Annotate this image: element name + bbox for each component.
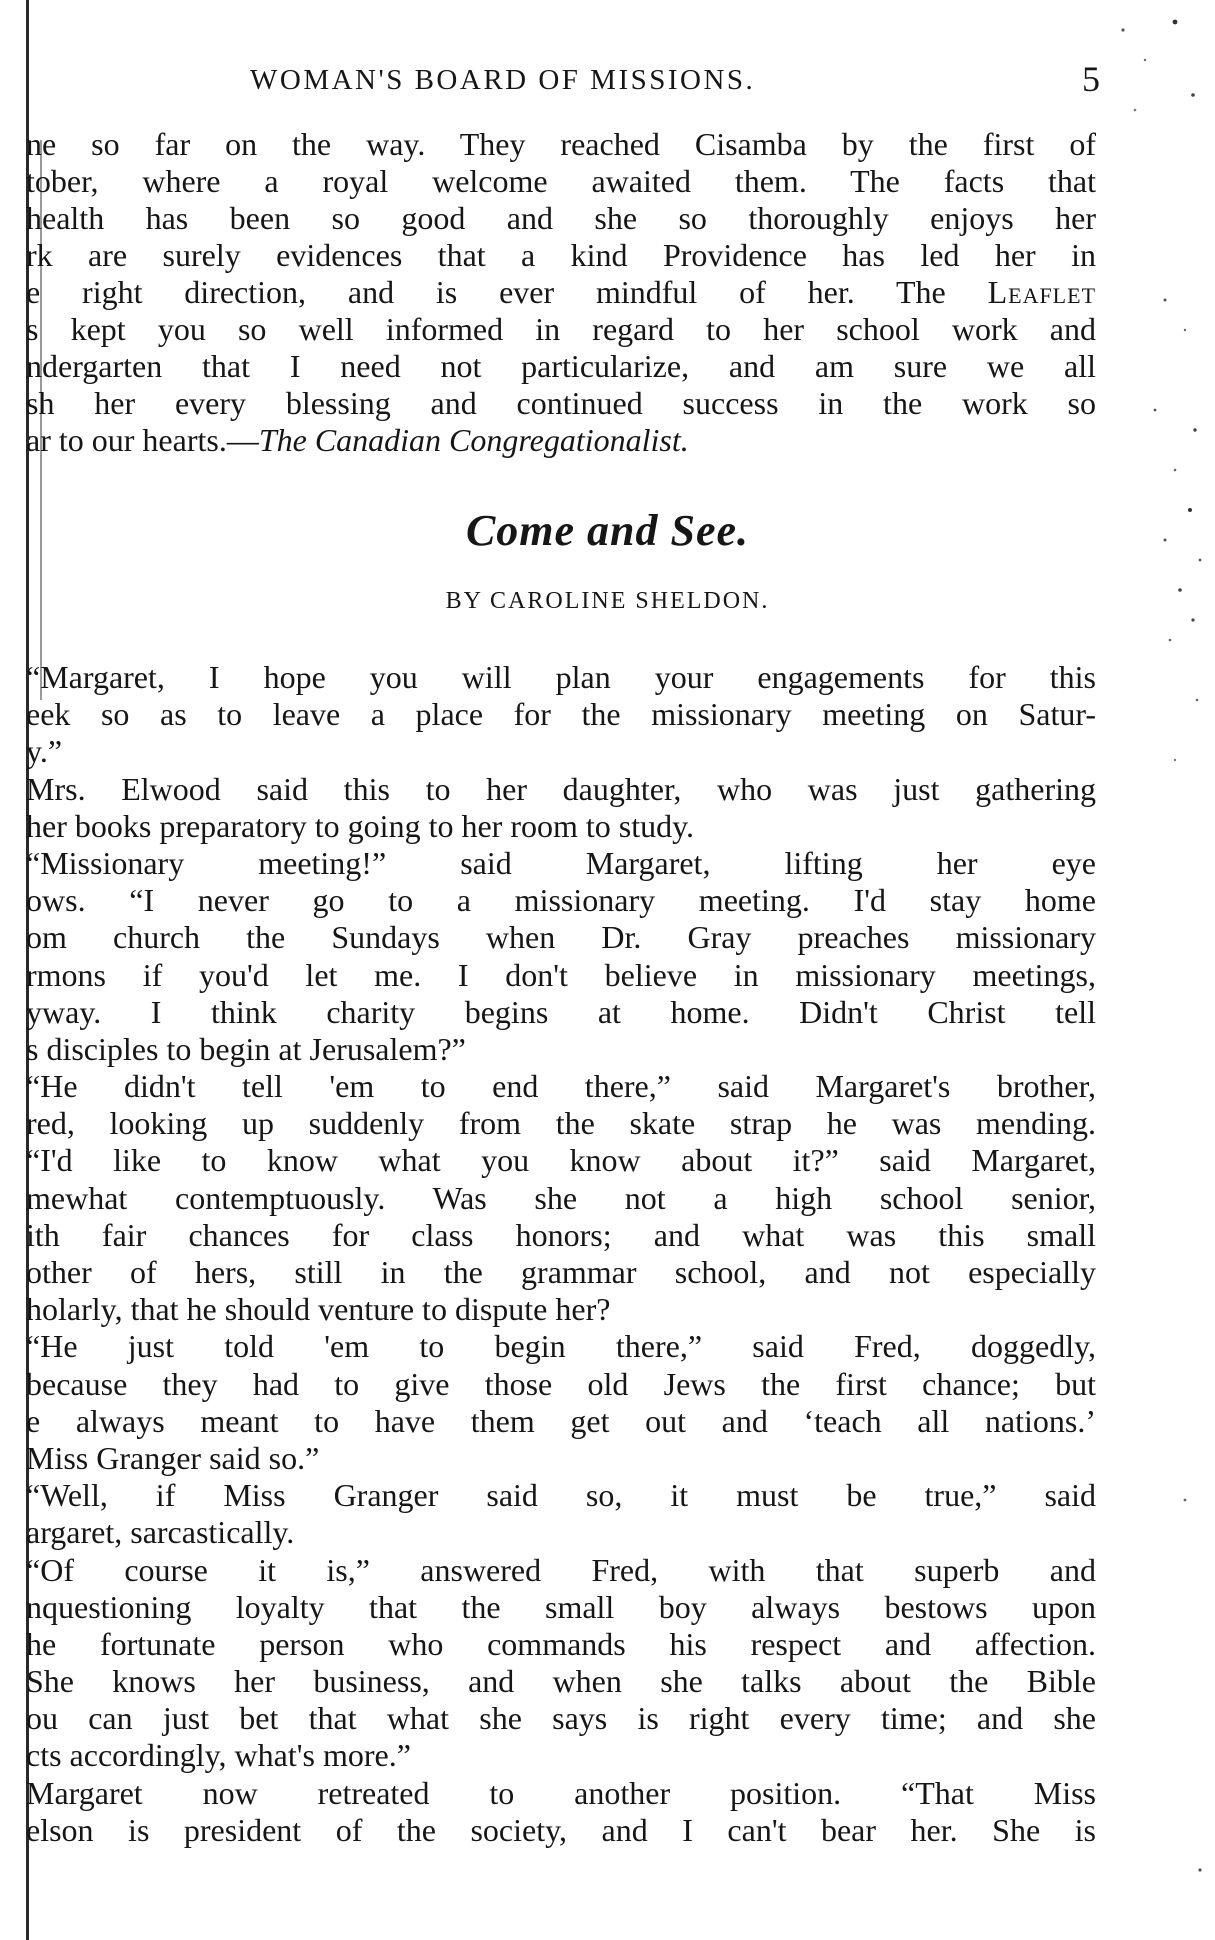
text-line: She knows her business, and when she talks about the Bible — [26, 1663, 1096, 1700]
text-line: Mrs. Elwood said this to her daughter, who was just gathering — [26, 770, 1096, 807]
text-line: because they had to give those old Jews the first chance; but — [26, 1365, 1096, 1402]
text-line: argaret, sarcastically. — [26, 1514, 295, 1551]
text-line: ne so far on the way. They reached Cisamba by the first of — [26, 126, 1096, 162]
margin-specks — [1105, 0, 1215, 1940]
text-line: “He just told 'em to begin there,” said Fred, doggedly, — [26, 1328, 1096, 1365]
text-line: “He didn't tell 'em to end there,” said Margaret's brother, — [26, 1068, 1096, 1105]
text-line-segment: e right direction, and is ever mindful of her. The — [26, 274, 946, 310]
text-line: mewhat contemptuously. Was she not a high school senior, — [26, 1179, 1096, 1216]
text-line: yway. I think charity begins at home. Didn't Christ tell — [26, 993, 1096, 1030]
text-line: s kept you so well informed in regard to her school work and — [26, 311, 1096, 347]
running-title: WOMAN'S BOARD OF MISSIONS. — [250, 64, 756, 96]
text-line: red, looking up suddenly from the skate strap he was mending. — [26, 1105, 1096, 1142]
text-line: “I'd like to know what you know about it?” said Margaret, — [26, 1142, 1096, 1179]
text-line: s disciples to begin at Jerusalem?” — [26, 1030, 466, 1067]
text-line — [26, 274, 1096, 311]
text-line: ith fair chances for class honors; and what was this small — [26, 1216, 1096, 1253]
text-line-segment: ar to our hearts.— — [26, 422, 259, 458]
text-line: “Margaret, I hope you will plan your engagements for this — [26, 659, 1096, 695]
text-line: rmons if you'd let me. I don't believe in missionary meetings, — [26, 956, 1096, 993]
text-line: om church the Sundays when Dr. Gray preaches missionary — [26, 919, 1096, 956]
text-line: elson is president of the society, and I can't bear her. She is — [26, 1811, 1096, 1848]
story-title: Come and See. — [465, 506, 750, 555]
text-line: other of hers, still in the grammar school, and not especially — [26, 1254, 1096, 1290]
text-line: “Well, if Miss Granger said so, it must be true,” said — [26, 1477, 1096, 1514]
text-line: cts accordingly, what's more.” — [26, 1737, 411, 1774]
page-number: 5 — [1082, 59, 1100, 99]
story-byline: BY CAROLINE SHELDON. — [445, 588, 770, 614]
text-line: “Of course it is,” answered Fred, with that superb and — [26, 1551, 1096, 1588]
text-line: tober, where a royal welcome awaited them. The facts that — [26, 163, 1096, 199]
text-line — [26, 422, 1096, 459]
text-line: Miss Granger said so.” — [26, 1439, 320, 1476]
text-line: he fortunate person who commands his respect and affection. — [26, 1625, 1096, 1662]
text-line: “Missionary meeting!” said Margaret, lifting her eye — [26, 844, 1096, 881]
text-line: her books preparatory to going to her room to study. — [26, 807, 695, 844]
text-line: Margaret now retreated to another position. “That Miss — [26, 1774, 1096, 1811]
story-body — [26, 659, 1096, 1849]
continued-article — [26, 126, 1096, 459]
running-header — [40, 59, 1100, 104]
text-line: ou can just bet that what she says is right every time; and she — [26, 1700, 1096, 1737]
text-line: holarly, that he should venture to dispute her? — [26, 1291, 611, 1328]
text-line: rk are surely evidences that a kind Providence has led her in — [26, 237, 1096, 273]
text-line: ndergarten that I need not particularize, and am sure we all — [26, 348, 1096, 384]
text-line: health has been so good and she so thoroughly enjoys her — [26, 200, 1096, 236]
source-citation: The Canadian Congregationalist. — [258, 422, 689, 458]
text-line: e always meant to have them get out and ‘teach all nations.’ — [26, 1402, 1096, 1439]
text-line: ows. “I never go to a missionary meeting. I'd stay home — [26, 882, 1096, 919]
text-line: y.” — [26, 733, 63, 770]
text-line: nquestioning loyalty that the small boy always bestows upon — [26, 1588, 1096, 1625]
leaflet-word: Leaflet — [987, 274, 1096, 310]
text-line: sh her every blessing and continued success in the work so — [26, 385, 1096, 421]
text-line: eek so as to leave a place for the missionary meeting on Satur- — [26, 696, 1096, 733]
